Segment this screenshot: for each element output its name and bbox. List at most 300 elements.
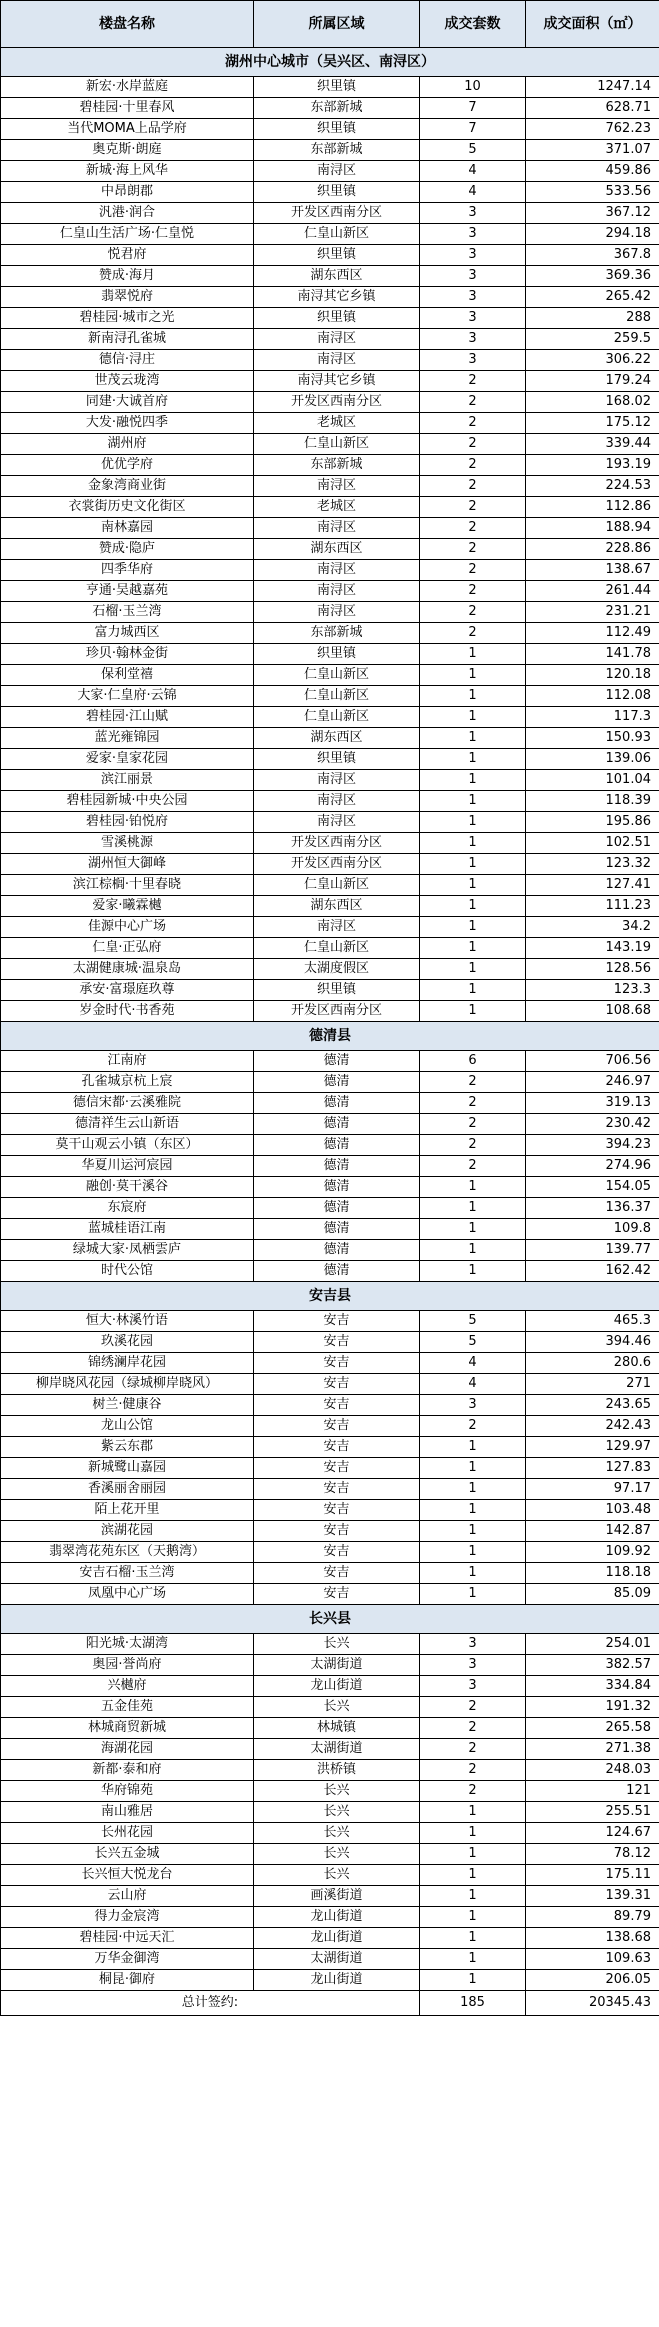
cell-district: 仁皇山新区 (254, 875, 420, 896)
cell-project-name: 珍贝·翰林金街 (1, 644, 254, 665)
cell-district: 织里镇 (254, 644, 420, 665)
cell-project-name: 德清祥生云山新语 (1, 1114, 254, 1135)
cell-units-sold: 1 (420, 812, 526, 833)
cell-project-name: 汎港·润合 (1, 203, 254, 224)
cell-project-name: 龙山公馆 (1, 1416, 254, 1437)
cell-project-name: 陌上花开里 (1, 1500, 254, 1521)
table-row (1, 1072, 659, 1093)
table-row (1, 1655, 659, 1676)
cell-units-sold: 2 (420, 497, 526, 518)
cell-area-sold: 175.12 (526, 413, 659, 434)
cell-district: 太湖街道 (254, 1739, 420, 1760)
table-row (1, 1156, 659, 1177)
cell-area-sold: 175.11 (526, 1865, 659, 1886)
total-row (1, 1991, 659, 2016)
cell-district: 南浔区 (254, 917, 420, 938)
cell-units-sold: 1 (420, 854, 526, 875)
cell-project-name: 碧桂园·江山赋 (1, 707, 254, 728)
table-row (1, 1051, 659, 1072)
cell-units-sold: 3 (420, 1676, 526, 1697)
header-sqm: 成交面积（㎡） (526, 1, 659, 48)
table-row (1, 1114, 659, 1135)
cell-project-name: 湖州府 (1, 434, 254, 455)
cell-area-sold: 109.8 (526, 1219, 659, 1240)
cell-units-sold: 3 (420, 329, 526, 350)
table-row (1, 1001, 659, 1022)
cell-area-sold: 274.96 (526, 1156, 659, 1177)
cell-units-sold: 1 (420, 1458, 526, 1479)
table-row (1, 1886, 659, 1907)
cell-units-sold: 1 (420, 644, 526, 665)
cell-area-sold: 97.17 (526, 1479, 659, 1500)
table-row (1, 896, 659, 917)
cell-area-sold: 101.04 (526, 770, 659, 791)
cell-district: 仁皇山新区 (254, 224, 420, 245)
cell-project-name: 新南浔孔雀城 (1, 329, 254, 350)
cell-units-sold: 7 (420, 119, 526, 140)
cell-area-sold: 242.43 (526, 1416, 659, 1437)
cell-district: 开发区西南分区 (254, 833, 420, 854)
cell-district: 安吉 (254, 1353, 420, 1374)
cell-units-sold: 1 (420, 1907, 526, 1928)
cell-area-sold: 394.46 (526, 1332, 659, 1353)
cell-area-sold: 121 (526, 1781, 659, 1802)
cell-units-sold: 2 (420, 1156, 526, 1177)
cell-project-name: 绿城大家·凤栖雲庐 (1, 1240, 254, 1261)
cell-district: 安吉 (254, 1584, 420, 1605)
cell-area-sold: 139.31 (526, 1886, 659, 1907)
cell-units-sold: 1 (420, 1521, 526, 1542)
cell-project-name: 长州花园 (1, 1823, 254, 1844)
cell-area-sold: 89.79 (526, 1907, 659, 1928)
cell-area-sold: 367.12 (526, 203, 659, 224)
cell-project-name: 桐昆·御府 (1, 1970, 254, 1991)
cell-area-sold: 1247.14 (526, 77, 659, 98)
cell-district: 东部新城 (254, 140, 420, 161)
table-row (1, 728, 659, 749)
cell-units-sold: 1 (420, 1970, 526, 1991)
cell-units-sold: 2 (420, 1093, 526, 1114)
cell-project-name: 翡翠湾花苑东区（天鹅湾） (1, 1542, 254, 1563)
cell-district: 织里镇 (254, 980, 420, 1001)
cell-area-sold: 34.2 (526, 917, 659, 938)
cell-project-name: 仁皇·正弘府 (1, 938, 254, 959)
table-row (1, 1949, 659, 1970)
cell-area-sold: 154.05 (526, 1177, 659, 1198)
cell-district: 南浔区 (254, 161, 420, 182)
cell-units-sold: 2 (420, 1416, 526, 1437)
cell-area-sold: 465.3 (526, 1311, 659, 1332)
cell-project-name: 悦君府 (1, 245, 254, 266)
cell-units-sold: 2 (420, 623, 526, 644)
cell-district: 长兴 (254, 1865, 420, 1886)
cell-units-sold: 1 (420, 1219, 526, 1240)
table-row (1, 1479, 659, 1500)
cell-project-name: 紫云东郡 (1, 1437, 254, 1458)
table-row (1, 1198, 659, 1219)
table-row (1, 1697, 659, 1718)
table-row (1, 854, 659, 875)
cell-project-name: 赞成·海月 (1, 266, 254, 287)
table-row (1, 98, 659, 119)
cell-project-name: 蓝光雍锦园 (1, 728, 254, 749)
cell-units-sold: 1 (420, 707, 526, 728)
cell-district: 湖东西区 (254, 896, 420, 917)
cell-district: 南浔区 (254, 560, 420, 581)
cell-district: 南浔区 (254, 518, 420, 539)
table-row (1, 455, 659, 476)
cell-district: 织里镇 (254, 77, 420, 98)
cell-area-sold: 259.5 (526, 329, 659, 350)
cell-district: 仁皇山新区 (254, 707, 420, 728)
table-row (1, 224, 659, 245)
cell-project-name: 江南府 (1, 1051, 254, 1072)
cell-project-name: 大发·融悦四季 (1, 413, 254, 434)
cell-project-name: 德信宋都·云溪雅院 (1, 1093, 254, 1114)
cell-units-sold: 3 (420, 266, 526, 287)
cell-project-name: 柳岸晓风花园（绿城柳岸晓风） (1, 1374, 254, 1395)
cell-units-sold: 2 (420, 1739, 526, 1760)
table-row (1, 1563, 659, 1584)
table-row (1, 833, 659, 854)
cell-district: 德清 (254, 1261, 420, 1282)
section-title: 长兴县 (1, 1605, 659, 1634)
cell-district: 南浔区 (254, 329, 420, 350)
cell-project-name: 融创·莫干溪谷 (1, 1177, 254, 1198)
cell-district: 德清 (254, 1135, 420, 1156)
table-row (1, 1458, 659, 1479)
cell-project-name: 碧桂园·城市之光 (1, 308, 254, 329)
cell-area-sold: 103.48 (526, 1500, 659, 1521)
table-row (1, 266, 659, 287)
table-row (1, 1093, 659, 1114)
cell-area-sold: 162.42 (526, 1261, 659, 1282)
cell-project-name: 五金佳苑 (1, 1697, 254, 1718)
table-row (1, 1584, 659, 1605)
section-row (1, 1282, 659, 1311)
table-row (1, 77, 659, 98)
cell-district: 湖东西区 (254, 266, 420, 287)
table-row (1, 413, 659, 434)
cell-area-sold: 230.42 (526, 1114, 659, 1135)
cell-area-sold: 142.87 (526, 1521, 659, 1542)
cell-project-name: 云山府 (1, 1886, 254, 1907)
cell-area-sold: 762.23 (526, 119, 659, 140)
cell-area-sold: 112.86 (526, 497, 659, 518)
section-row (1, 48, 659, 77)
cell-area-sold: 367.8 (526, 245, 659, 266)
cell-area-sold: 129.97 (526, 1437, 659, 1458)
cell-area-sold: 265.58 (526, 1718, 659, 1739)
cell-units-sold: 3 (420, 1395, 526, 1416)
cell-units-sold: 4 (420, 182, 526, 203)
cell-project-name: 新城·海上风华 (1, 161, 254, 182)
cell-project-name: 碧桂园·铂悦府 (1, 812, 254, 833)
table-row (1, 476, 659, 497)
table-row (1, 1781, 659, 1802)
cell-district: 仁皇山新区 (254, 938, 420, 959)
cell-units-sold: 1 (420, 1928, 526, 1949)
cell-area-sold: 141.78 (526, 644, 659, 665)
cell-area-sold: 271 (526, 1374, 659, 1395)
cell-units-sold: 1 (420, 875, 526, 896)
cell-area-sold: 139.06 (526, 749, 659, 770)
cell-district: 东部新城 (254, 623, 420, 644)
cell-units-sold: 2 (420, 602, 526, 623)
cell-project-name: 长兴五金城 (1, 1844, 254, 1865)
cell-area-sold: 112.08 (526, 686, 659, 707)
cell-area-sold: 168.02 (526, 392, 659, 413)
cell-area-sold: 243.65 (526, 1395, 659, 1416)
cell-district: 安吉 (254, 1563, 420, 1584)
section-title: 德清县 (1, 1022, 659, 1051)
cell-units-sold: 1 (420, 1949, 526, 1970)
cell-district: 安吉 (254, 1479, 420, 1500)
cell-project-name: 南林嘉园 (1, 518, 254, 539)
cell-district: 湖东西区 (254, 539, 420, 560)
cell-district: 安吉 (254, 1521, 420, 1542)
cell-units-sold: 1 (420, 959, 526, 980)
cell-area-sold: 288 (526, 308, 659, 329)
cell-units-sold: 4 (420, 1353, 526, 1374)
cell-area-sold: 150.93 (526, 728, 659, 749)
table-row (1, 1521, 659, 1542)
cell-project-name: 仁皇山生活广场·仁皇悦 (1, 224, 254, 245)
table-row (1, 1823, 659, 1844)
table-row (1, 140, 659, 161)
cell-project-name: 爱家·皇家花园 (1, 749, 254, 770)
table-row (1, 1739, 659, 1760)
cell-project-name: 孔雀城京杭上宸 (1, 1072, 254, 1093)
cell-area-sold: 319.13 (526, 1093, 659, 1114)
cell-project-name: 南山雅居 (1, 1802, 254, 1823)
cell-area-sold: 261.44 (526, 581, 659, 602)
cell-area-sold: 136.37 (526, 1198, 659, 1219)
cell-units-sold: 3 (420, 245, 526, 266)
cell-area-sold: 143.19 (526, 938, 659, 959)
table-row (1, 1676, 659, 1697)
cell-units-sold: 2 (420, 560, 526, 581)
cell-district: 南浔区 (254, 476, 420, 497)
table-row (1, 707, 659, 728)
cell-project-name: 华府锦苑 (1, 1781, 254, 1802)
table-body (1, 48, 659, 2016)
cell-project-name: 当代MOMA上品学府 (1, 119, 254, 140)
section-row (1, 1605, 659, 1634)
cell-area-sold: 123.3 (526, 980, 659, 1001)
cell-project-name: 滨湖花园 (1, 1521, 254, 1542)
cell-project-name: 爱家·曦霖樾 (1, 896, 254, 917)
table-row (1, 392, 659, 413)
cell-units-sold: 1 (420, 1479, 526, 1500)
table-row (1, 1634, 659, 1655)
table-row (1, 329, 659, 350)
cell-units-sold: 6 (420, 1051, 526, 1072)
cell-project-name: 凤凰中心广场 (1, 1584, 254, 1605)
table-row (1, 539, 659, 560)
cell-project-name: 亨通·吴越嘉苑 (1, 581, 254, 602)
cell-project-name: 新城鹭山嘉园 (1, 1458, 254, 1479)
cell-project-name: 海湖花园 (1, 1739, 254, 1760)
cell-units-sold: 2 (420, 413, 526, 434)
cell-district: 长兴 (254, 1802, 420, 1823)
cell-units-sold: 1 (420, 1823, 526, 1844)
cell-district: 洪桥镇 (254, 1760, 420, 1781)
cell-area-sold: 628.71 (526, 98, 659, 119)
cell-area-sold: 112.49 (526, 623, 659, 644)
cell-district: 织里镇 (254, 308, 420, 329)
table-row (1, 497, 659, 518)
cell-district: 太湖度假区 (254, 959, 420, 980)
cell-project-name: 碧桂园新城·中央公园 (1, 791, 254, 812)
cell-district: 东部新城 (254, 98, 420, 119)
cell-district: 林城镇 (254, 1718, 420, 1739)
table-row (1, 434, 659, 455)
cell-units-sold: 4 (420, 1374, 526, 1395)
table-row (1, 770, 659, 791)
cell-area-sold: 382.57 (526, 1655, 659, 1676)
cell-project-name: 树兰·健康谷 (1, 1395, 254, 1416)
cell-area-sold: 138.68 (526, 1928, 659, 1949)
cell-units-sold: 2 (420, 518, 526, 539)
table-row (1, 203, 659, 224)
cell-district: 南浔区 (254, 770, 420, 791)
cell-project-name: 东宸府 (1, 1198, 254, 1219)
cell-project-name: 翡翠悦府 (1, 287, 254, 308)
table-row (1, 1374, 659, 1395)
table-row (1, 1135, 659, 1156)
cell-district: 长兴 (254, 1844, 420, 1865)
cell-district: 长兴 (254, 1697, 420, 1718)
header-area: 所属区域 (254, 1, 420, 48)
cell-area-sold: 85.09 (526, 1584, 659, 1605)
cell-units-sold: 1 (420, 1177, 526, 1198)
table-row (1, 875, 659, 896)
cell-project-name: 金象湾商业街 (1, 476, 254, 497)
cell-area-sold: 246.97 (526, 1072, 659, 1093)
table-row (1, 980, 659, 1001)
cell-project-name: 同建·大诚首府 (1, 392, 254, 413)
cell-district: 安吉 (254, 1332, 420, 1353)
cell-project-name: 玖溪花园 (1, 1332, 254, 1353)
cell-district: 安吉 (254, 1416, 420, 1437)
cell-district: 南浔区 (254, 581, 420, 602)
cell-project-name: 湖州恒大御峰 (1, 854, 254, 875)
cell-units-sold: 3 (420, 287, 526, 308)
cell-area-sold: 371.07 (526, 140, 659, 161)
cell-project-name: 华夏川运河宸园 (1, 1156, 254, 1177)
cell-district: 安吉 (254, 1311, 420, 1332)
cell-area-sold: 191.32 (526, 1697, 659, 1718)
table-row (1, 1542, 659, 1563)
cell-area-sold: 254.01 (526, 1634, 659, 1655)
cell-units-sold: 1 (420, 1802, 526, 1823)
cell-district: 德清 (254, 1177, 420, 1198)
table-row (1, 1437, 659, 1458)
cell-units-sold: 2 (420, 1072, 526, 1093)
cell-district: 长兴 (254, 1781, 420, 1802)
cell-project-name: 林城商贸新城 (1, 1718, 254, 1739)
cell-area-sold: 118.39 (526, 791, 659, 812)
table-row (1, 1802, 659, 1823)
table-row (1, 1311, 659, 1332)
cell-area-sold: 78.12 (526, 1844, 659, 1865)
table-row (1, 959, 659, 980)
cell-district: 织里镇 (254, 182, 420, 203)
cell-project-name: 锦绣澜岸花园 (1, 1353, 254, 1374)
table-row (1, 1177, 659, 1198)
cell-project-name: 兴樾府 (1, 1676, 254, 1697)
cell-district: 织里镇 (254, 119, 420, 140)
cell-units-sold: 5 (420, 140, 526, 161)
cell-project-name: 奥园·誉尚府 (1, 1655, 254, 1676)
cell-district: 安吉 (254, 1437, 420, 1458)
cell-district: 织里镇 (254, 245, 420, 266)
cell-units-sold: 2 (420, 1718, 526, 1739)
cell-units-sold: 2 (420, 392, 526, 413)
cell-project-name: 赞成·隐庐 (1, 539, 254, 560)
cell-district: 画溪街道 (254, 1886, 420, 1907)
cell-units-sold: 1 (420, 1198, 526, 1219)
cell-units-sold: 1 (420, 749, 526, 770)
cell-project-name: 雪溪桃源 (1, 833, 254, 854)
cell-area-sold: 255.51 (526, 1802, 659, 1823)
cell-project-name: 富力城西区 (1, 623, 254, 644)
cell-area-sold: 179.24 (526, 371, 659, 392)
cell-area-sold: 117.3 (526, 707, 659, 728)
table-row (1, 161, 659, 182)
cell-project-name: 中昂朗郡 (1, 182, 254, 203)
cell-area-sold: 339.44 (526, 434, 659, 455)
cell-area-sold: 228.86 (526, 539, 659, 560)
table-row (1, 938, 659, 959)
cell-area-sold: 206.05 (526, 1970, 659, 1991)
cell-units-sold: 1 (420, 896, 526, 917)
cell-area-sold: 195.86 (526, 812, 659, 833)
cell-district: 开发区西南分区 (254, 392, 420, 413)
cell-district: 安吉 (254, 1542, 420, 1563)
table-row (1, 686, 659, 707)
table-row (1, 308, 659, 329)
cell-project-name: 蓝城桂语江南 (1, 1219, 254, 1240)
cell-area-sold: 231.21 (526, 602, 659, 623)
table-row (1, 581, 659, 602)
cell-units-sold: 1 (420, 1001, 526, 1022)
total-units: 185 (420, 1991, 526, 2016)
cell-units-sold: 1 (420, 1437, 526, 1458)
cell-units-sold: 1 (420, 1542, 526, 1563)
cell-area-sold: 193.19 (526, 455, 659, 476)
cell-project-name: 安吉石榴·玉兰湾 (1, 1563, 254, 1584)
cell-project-name: 太湖健康城·温泉岛 (1, 959, 254, 980)
cell-district: 德清 (254, 1051, 420, 1072)
cell-district: 仁皇山新区 (254, 665, 420, 686)
cell-units-sold: 1 (420, 770, 526, 791)
cell-project-name: 滨江棕榈·十里春晓 (1, 875, 254, 896)
cell-area-sold: 369.36 (526, 266, 659, 287)
cell-project-name: 衣裳街历史文化街区 (1, 497, 254, 518)
cell-area-sold: 265.42 (526, 287, 659, 308)
cell-project-name: 石榴·玉兰湾 (1, 602, 254, 623)
cell-area-sold: 306.22 (526, 350, 659, 371)
cell-units-sold: 3 (420, 350, 526, 371)
cell-units-sold: 1 (420, 1563, 526, 1584)
cell-units-sold: 1 (420, 686, 526, 707)
section-title: 安吉县 (1, 1282, 659, 1311)
cell-units-sold: 3 (420, 1655, 526, 1676)
cell-units-sold: 1 (420, 833, 526, 854)
table-row (1, 602, 659, 623)
